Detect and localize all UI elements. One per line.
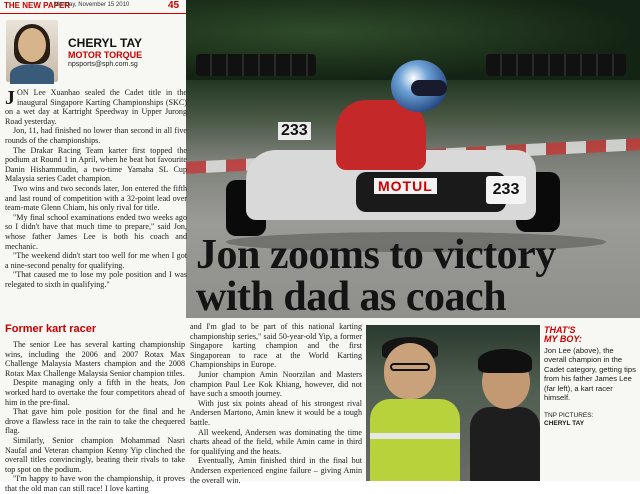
photo-father-and-son: [366, 325, 540, 481]
paragraph: Similarly, Senior champion Mohammad Nasri Naufal and Veteran champion Kenny Yip clinched the overall titles convincingly, beating their rivals to take top spot on the podium.: [5, 435, 185, 474]
subheading: Former kart racer: [5, 323, 97, 335]
caption-kicker-line2: MY BOY:: [544, 334, 582, 344]
kart-sponsor-label: MOTUL: [374, 178, 437, 194]
column-name: MOTOR TORQUE: [68, 50, 143, 60]
paragraph: "That caused me to lose my pole position and I was relegated to sixth in qualifying.": [5, 270, 187, 289]
paragraph: and I'm glad to be part of this national karting championship series," said 50-year-old Yip, a former Singapore karting champion and the first Singaporean to race at the World Karting Championships in Europe.: [190, 322, 362, 370]
masthead: [0, 0, 186, 14]
paragraph: Eventually, Amin finished third in the final but Andersen experienced engine failure – giving Amin the overall win.: [190, 456, 362, 485]
article-column-3: [190, 322, 362, 485]
paragraph: The Drakar Racing Team karter first topped the podium at Round 1 in April, when he beat hot favourite Danin Hishammudin, a two-time Yamaha SL Cup Malaysia series Cadet champion.: [5, 145, 187, 184]
paragraph: The senior Lee has several karting championship wins, including the 2006 and 2007 Rotax Max Challenge Malaysia Masters champion and the 2008 Rotax Max Challenge Malaysia Senior champion titles.: [5, 340, 185, 378]
paragraph: Jon, 11, had finished no lower than second in all five rounds of the championships.: [5, 126, 187, 145]
glasses-icon: [390, 363, 430, 371]
kart-side-number: 233: [278, 122, 311, 140]
paragraph: That gave him pole position for the final and he drove a flawless race in the rain to take the chequered flag.: [5, 407, 185, 436]
paragraph: Despite managing only a fifth in the heats, Jon worked hard to overtake the four competitors ahead of him in the pre-final.: [5, 378, 185, 407]
photo-caption: [544, 326, 638, 476]
paragraph: "My final school examinations ended two weeks ago so I didn't have that much time to prepare," said Jon, whose father James Lee is both his coach and mechanic.: [5, 212, 187, 251]
author-email: npsports@sph.com.sg: [68, 61, 138, 68]
author-name: CHERYL TAY: [68, 36, 143, 50]
caption-text: Jon Lee (above), the overall champion in the Cadet category, getting tips from his father James Lee (far left), a kart racer himself.: [544, 346, 636, 403]
paragraph: "The weekend didn't start too well for me when I got a nine-second penalty for qualifying.: [5, 251, 187, 270]
photo-credit-name: CHERYL TAY: [544, 420, 585, 428]
paragraph: Two wins and two seconds later, Jon entered the fifth and last round of competition with a 32-point lead over team-mate Glenn Chiam, his only rival for title.: [5, 183, 187, 213]
newspaper-brand: THE NEW PAPER: [4, 1, 71, 10]
kart-number-plate: 233: [486, 176, 526, 204]
paragraph: JON Lee Xuanhao sealed the Cadet title in the inaugural Singapore Karting Championships (SKC) on a wet day at Kartright Speedway in Upper Jurong Road yesterday.: [5, 87, 187, 126]
issue-date: Monday, November 15 2010: [54, 2, 130, 8]
photo-credit-label: TNP PICTURES:: [544, 412, 594, 420]
article-column-1: [5, 88, 187, 318]
byline: [4, 18, 184, 86]
paragraph: All weekend, Andersen was dominating the time charts ahead of the field, while Amin came in third for qualifying and the heats.: [190, 427, 362, 456]
paragraph: Junior champion Amin Noorzilan and Masters champion Paul Lee Kok Khiang, however, did not have such a smooth journey.: [190, 369, 362, 399]
page-number: 45: [168, 0, 180, 11]
article-column-2: [5, 340, 185, 493]
author-photo: [6, 20, 58, 82]
paragraph: With just six points ahead of his strongest rival Andersen Martono, Amin knew it would be a tough battle.: [190, 398, 362, 427]
caption-kicker-line1: THAT'S: [544, 325, 576, 335]
paragraph: "I'm happy to have won the championship, it proves that the old man can still race! I love karting: [5, 474, 185, 493]
headline: Jon zooms to victory with dad as coach: [196, 232, 556, 320]
dropcap: J: [5, 87, 15, 109]
